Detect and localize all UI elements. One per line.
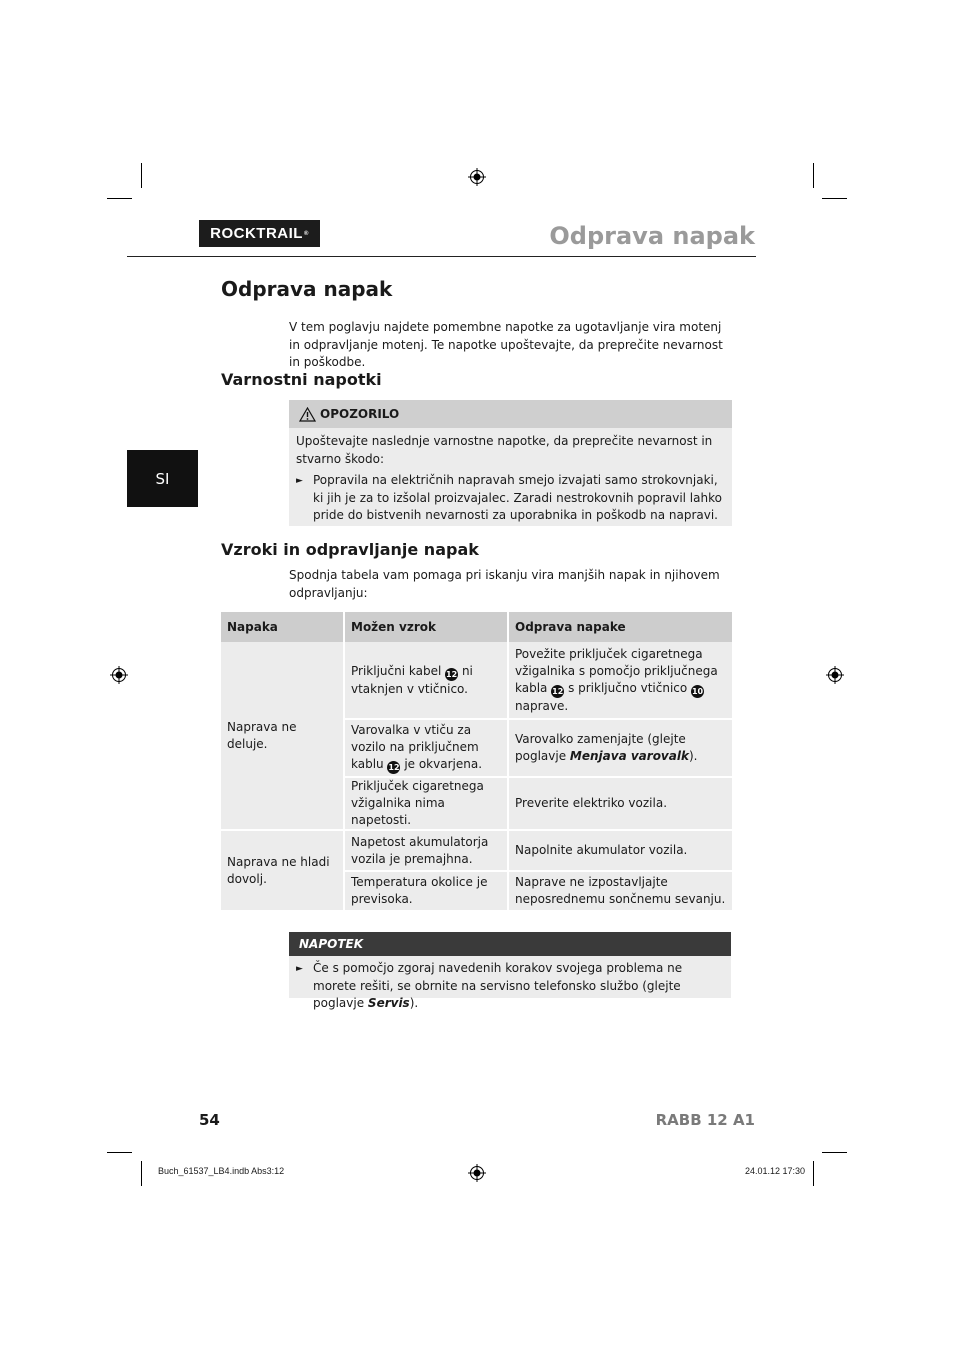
page-number: 54 <box>199 1111 220 1129</box>
brand-logo-text: ROCKTRAIL <box>210 225 303 242</box>
fix-cell: Naprave ne izpostavljajte neposrednemu sončnemu sevanju. <box>508 871 732 911</box>
hint-header: NAPOTEK <box>289 932 731 956</box>
cause-cell: Napetost akumulatorja vozila je premajhna. <box>344 830 508 871</box>
fix-cell <box>508 719 732 777</box>
part-number-icon: 12 <box>552 686 564 696</box>
warning-bullet <box>296 472 724 525</box>
bullet-arrow-icon: ► <box>296 964 303 974</box>
fix-text: Povežite priključek cigaretnega vžigalnika s pomočjo priključnega kabla <box>515 646 718 695</box>
cause-text: je okvarjena. <box>404 757 483 771</box>
warning-text: Upoštevajte naslednje varnostne napotke, da preprečite nevarnost in stvarno škodo: <box>296 434 713 466</box>
part-number-icon: 10 <box>691 686 704 696</box>
hint-text-part: Če s pomočjo zgoraj navedenih korakov svojega problema ne morete rešiti, se obrnite na servisno telefonsko službo (glejte poglavje <box>313 961 683 1010</box>
registration-mark-icon <box>826 666 844 684</box>
table-row <box>221 830 732 871</box>
warning-header <box>289 400 732 428</box>
section-heading-causes: Vzroki in odpravljanje napak <box>221 540 479 559</box>
hint-body <box>289 956 731 1013</box>
column-header-fault: Napaka <box>221 612 344 642</box>
header-title: Odprava napak <box>549 222 755 250</box>
brand-logo <box>199 220 320 247</box>
cause-cell <box>344 642 508 719</box>
fix-cell: Preverite elektriko vozila. <box>508 777 732 830</box>
registration-mark-icon <box>110 666 128 684</box>
part-number-icon: 12 <box>446 669 458 679</box>
page-heading: Odprava napak <box>221 277 393 301</box>
crop-mark <box>141 163 142 188</box>
crop-mark <box>107 1152 132 1153</box>
language-tab: SI <box>127 450 198 507</box>
cause-cell: Priključek cigaretnega vžigalnika nima napetosti. <box>344 777 508 830</box>
hint-box <box>289 932 731 1010</box>
hint-text <box>313 960 723 1013</box>
table-header-row <box>221 612 732 642</box>
warning-box <box>289 400 732 526</box>
model-number: RABB 12 A1 <box>655 1111 755 1129</box>
hint-text-part: ). <box>409 996 419 1010</box>
cause-text: ni vtaknjen v vtičnico. <box>351 663 473 696</box>
fault-cell: Naprava ne hladi dovolj. <box>221 830 344 911</box>
chapter-reference: Menjava varovalk <box>569 749 689 763</box>
cause-cell <box>344 719 508 777</box>
crop-mark <box>822 1152 847 1153</box>
cause-text: Priključni kabel <box>351 663 442 678</box>
fix-text: s priključno vtičnico <box>568 680 688 695</box>
table-row <box>221 642 732 719</box>
column-header-cause: Možen vzrok <box>344 612 508 642</box>
hint-bullet <box>296 960 723 1013</box>
intro-paragraph: V tem poglavju najdete pomembne napotke za ugotavljanje vira motenj in odpravljanje motenj. Te napotke upoštevajte, da preprečite nevarnost in poškodbe. <box>289 320 723 369</box>
crop-mark <box>813 163 814 188</box>
registration-mark-icon <box>468 1164 486 1182</box>
section-heading-safety: Varnostni napotki <box>221 370 382 389</box>
warning-body <box>289 428 732 525</box>
cause-text: Varovalka v vtiču za vozilo na priključnem kablu <box>351 723 479 771</box>
causes-intro: Spodnja tabela vam pomaga pri iskanju vira manjših napak in njihovem odpravljanju: <box>289 568 720 600</box>
fix-cell: Napolnite akumulator vozila. <box>508 830 732 871</box>
registration-mark-icon <box>468 168 486 186</box>
warning-triangle-icon <box>299 407 316 422</box>
column-header-fix: Odprava napake <box>508 612 732 642</box>
troubleshooting-table <box>221 612 732 912</box>
fault-cell: Naprava ne deluje. <box>221 642 344 830</box>
crop-mark <box>813 1161 814 1186</box>
fix-cell <box>508 642 732 719</box>
print-slug-file: Buch_61537_LB4.indb Abs3:12 <box>158 1166 285 1176</box>
header-rule <box>127 256 756 257</box>
part-number-icon: 12 <box>388 763 400 772</box>
warning-label: OPOZORILO <box>320 407 400 421</box>
warning-bullet-text: Popravila na električnih napravah smejo izvajati samo strokovnjaki, ki jih je za to izšolal proizvajalec. Zaradi nestrokovnih popravil lahko pride do bistvenih nevarnosti za uporabnika in poškodb na napravi. <box>313 473 722 522</box>
print-slug-date: 24.01.12 17:30 <box>744 1166 805 1176</box>
bullet-arrow-icon: ► <box>296 476 303 486</box>
fix-text: ). <box>688 749 698 763</box>
crop-mark <box>822 198 847 199</box>
crop-mark <box>141 1161 142 1186</box>
cause-cell: Temperatura okolice je previsoka. <box>344 871 508 911</box>
chapter-reference: Servis <box>367 996 410 1010</box>
fix-text: Varovalko zamenjajte (glejte poglavje <box>515 732 686 763</box>
crop-mark <box>107 198 132 199</box>
registered-mark: ® <box>303 230 309 237</box>
fix-text: naprave. <box>515 698 569 713</box>
